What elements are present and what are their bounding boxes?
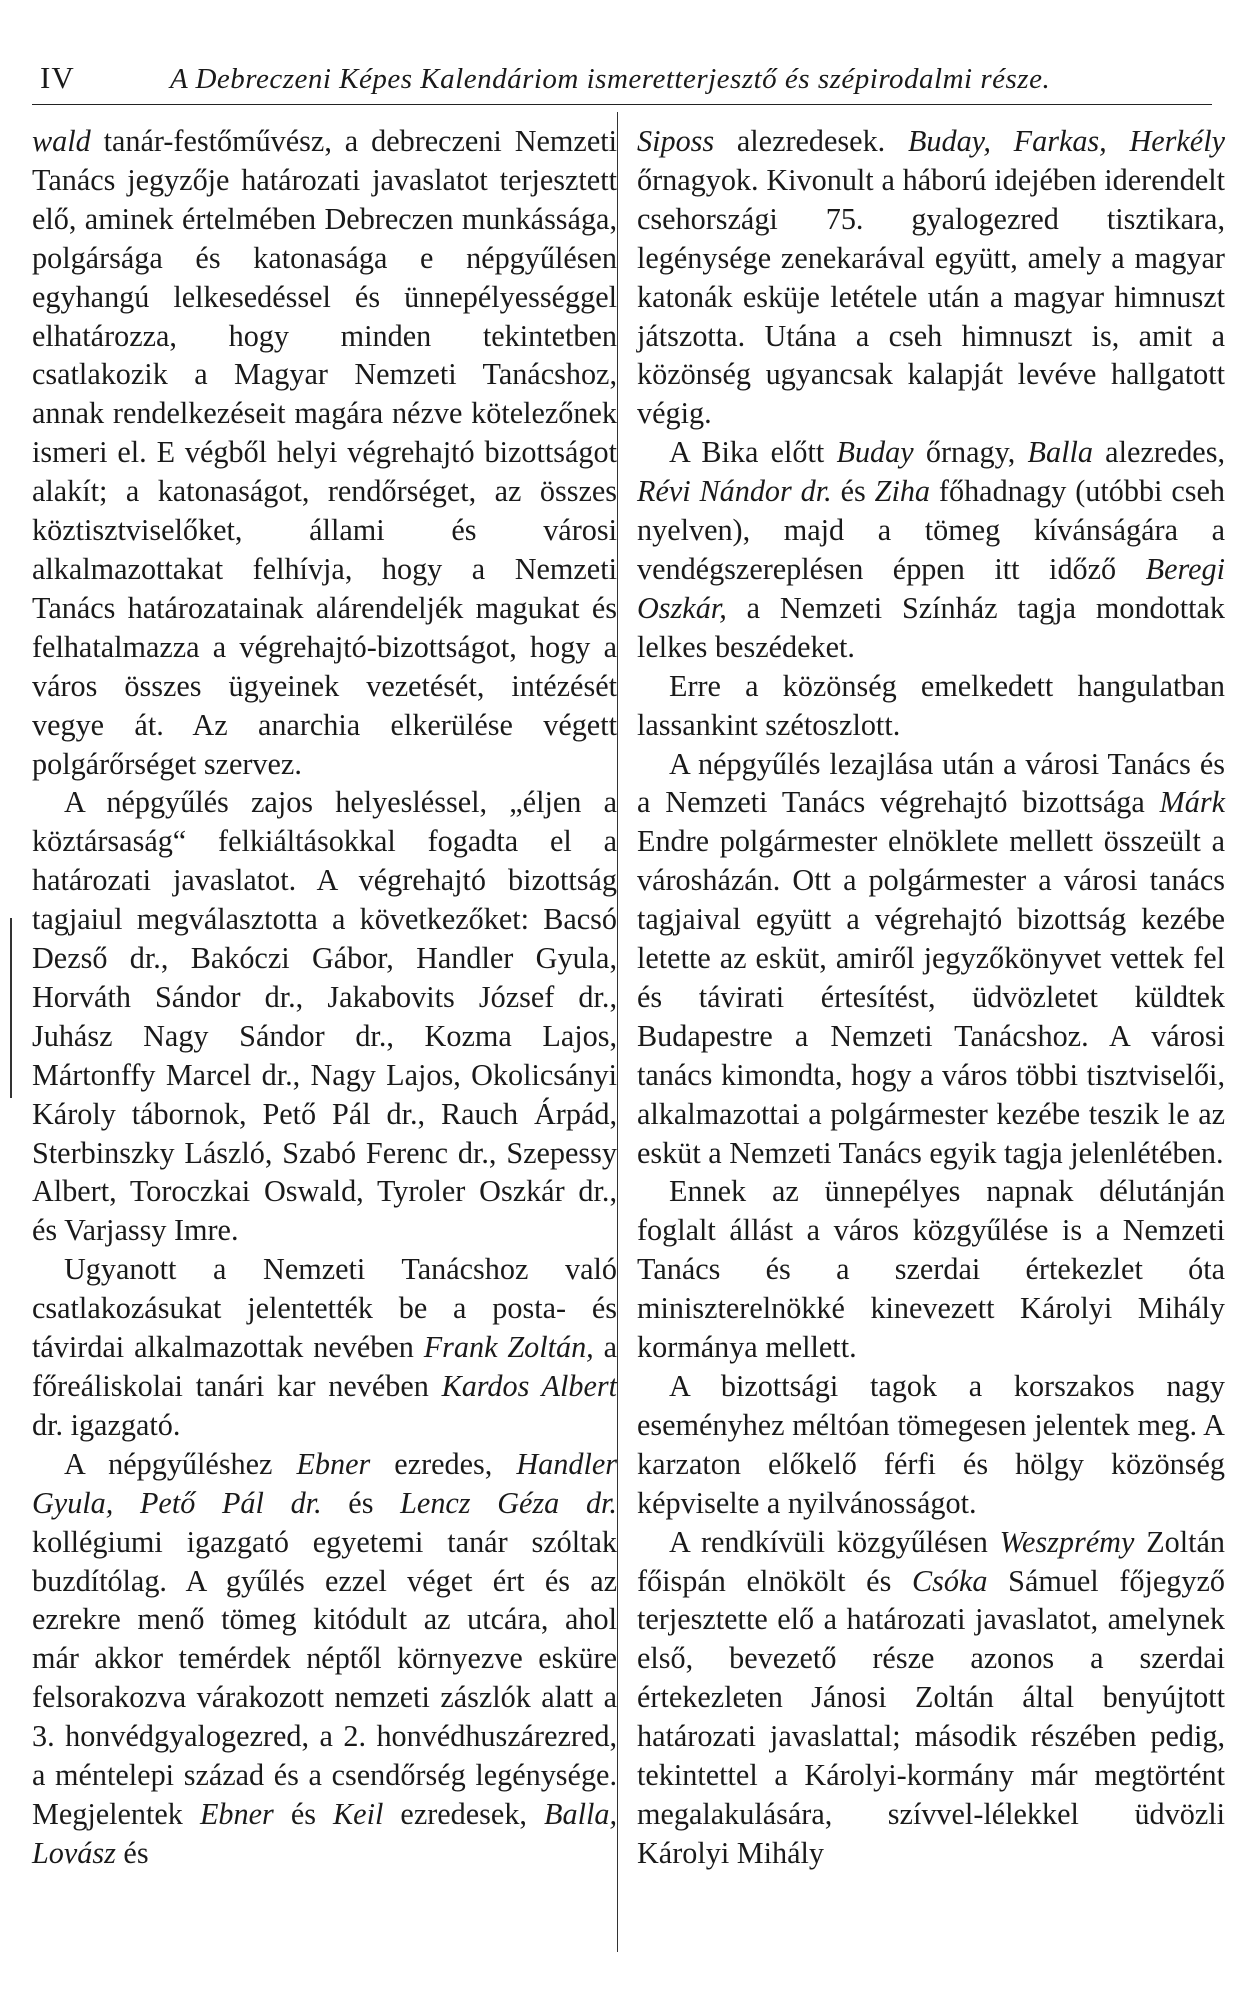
text-run: dr. igazgató. xyxy=(32,1407,181,1442)
text-run: A népgyűlés lezajlása után a városi Tanács és a Nemzeti Tanács végrehajtó bizottsága xyxy=(637,746,1225,820)
page-number: IV xyxy=(40,60,75,95)
margin-mark xyxy=(10,918,12,1098)
text-run: alezredesek. xyxy=(714,124,908,158)
paragraph: A népgyűlés zajos helyesléssel, „éljen a köztársaság“ felkiáltásokkal fogadta el a határozati javaslatot. A végrehajtó bizottság tagjaiul megválasztotta a következőket: Bacsó Dezső dr., Bakóczi Gábor, Handler Gyula, Horváth Sándor dr., Jakabovits József dr., Juhász Nagy Sándor dr., Kozma Lajos, Mártonffy Marcel dr., Nagy Lajos, Okolicsányi Károly tábornok, Pető Pál dr., Rauch Árpád, Sterbinszky László, Szabó Ferenc dr., Szepessy Albert, Toroczkai Oswald, Tyroler Oszkár dr., és Varjassy Imre. xyxy=(32,785,617,1248)
text-run: kollégiumi igazgató egyetemi tanár szóltak buzdítólag. A gyűlés ezzel véget ért és az ezrekre menő tömeg kitódult az utcára, ahol már akkor temérdek néptől környezve esküre felsorakozva várakozott nemzeti zászlók alatt a 3. honvédgyalogezred, a 2. honvédhuszárezred, a méntelepi század és a csendőrség legénysége. Megjelentek xyxy=(32,1524,617,1831)
italic-name: Ebner xyxy=(199,1796,274,1831)
italic-name: Balla xyxy=(1027,435,1093,470)
italic-name: Handler Gyula, Pető Pál dr. xyxy=(32,1446,617,1520)
italic-name: Lencz Géza dr. xyxy=(400,1485,617,1520)
italic-name: Ziha xyxy=(874,474,931,509)
italic-name: Balla, Lovász xyxy=(32,1796,617,1870)
italic-name: Keil xyxy=(333,1796,384,1831)
italic-name: Frank Zoltán, xyxy=(423,1330,594,1365)
text-run: a főreáliskolai tanári kar nevében xyxy=(32,1330,618,1403)
text-run: őrnagy, xyxy=(913,435,1028,470)
text-run: ezredes, xyxy=(370,1446,517,1481)
running-head xyxy=(32,60,1212,105)
paragraph: Ennek az ünnepélyes napnak délutánján foglalt állást a város közgyűlése is a Nemzeti Tanács és a szerdai értekezlet óta miniszterelnökké kinevezett Károlyi Mihály kormánya mellett. xyxy=(637,1174,1225,1365)
text-run: őrnagyok. Kivonult a háború idejében iderendelt csehországi 75. gyalogezred tisztikara, legénysége zenekarával együtt, amely a magyar katonák esküje letétele után a magyar himnuszt játszotta. Utána a cseh himnuszt is, amit a közönség ugyancsak kalapját levéve hallgatott végig. xyxy=(637,162,1225,431)
paragraph xyxy=(637,745,1225,1173)
paragraph xyxy=(32,1445,617,1873)
paragraph xyxy=(637,433,1225,666)
italic-name: Csóka xyxy=(912,1563,988,1598)
italic-name: Révi Nándor dr. xyxy=(637,474,832,509)
left-column xyxy=(32,122,617,1873)
italic-name: Weszprémy xyxy=(999,1524,1135,1559)
text-run: főhadnagy (utóbbi cseh nyelven), majd a tömeg kívánságára a vendégszereplésen éppen itt időző xyxy=(637,474,1225,586)
text-run: Sámuel főjegyző terjesztette elő a határozati javaslatot, amelynek első, bevezető része azonos a szerdai értekezleten Jánosi Zoltán által benyújtott határozati javaslattal; második részében pedig, tekintettel a Károlyi-kormány már megtörtént megalakulására, szívvel-lélekkel üdvözli Károlyi Mihály xyxy=(637,1563,1225,1870)
italic-name: Kardos Albert xyxy=(441,1369,617,1403)
italic-name: Ebner xyxy=(296,1446,371,1481)
text-run: és xyxy=(115,1835,149,1870)
italic-name: Buday xyxy=(836,435,914,470)
running-title: A Debreczeni Képes Kalendáriom ismeretterjesztő és szépirodalmi része. xyxy=(170,63,1051,95)
text-run: ezredesek, xyxy=(383,1796,545,1831)
text-run: A népgyűléshez xyxy=(64,1446,297,1481)
text-run: és xyxy=(831,474,875,509)
italic-name: Beregi Oszkár, xyxy=(637,551,1225,625)
paragraph xyxy=(637,122,1225,433)
italic-name: wald xyxy=(32,124,91,158)
right-column xyxy=(637,122,1225,1873)
text-run: és xyxy=(273,1796,334,1831)
text-run: alezredes, xyxy=(1092,435,1225,470)
italic-name: Siposs xyxy=(637,124,715,158)
text-run: Ugyanott a Nemzeti Tanácshoz való csatlakozásukat jelentették be a posta- és távirdai alkalmazottak nevében xyxy=(32,1252,617,1365)
paragraph: Erre a közönség emelkedett hangulatban lassankint szétoszlott. xyxy=(637,668,1225,742)
text-run: a Nemzeti Színház tagja mondottak lelkes beszédeket. xyxy=(637,590,1225,664)
text-run: Zoltán főispán elnökölt és xyxy=(637,1524,1225,1598)
text-run: A rendkívüli közgyűlésen xyxy=(669,1524,1000,1559)
text-run: tanár-festőművész, a debreczeni Nemzeti Tanács jegyzője határozati javaslatot terjesztett elő, aminek értelmében Debreczen munkássága, polgársága és katonasága e népgyűlésen egyhangú lelkesedéssel és ünnepélyességgel elhatározza, hogy minden tekintetben csatlakozik a Magyar Nemzeti Tanácshoz, annak rendelkezéseit magára nézve kötelezőnek ismeri el. E végből helyi végrehajtó bizottságot alakít; a katonaságot, rendőrséget, az összes köztisztviselőket, állami és városi alkalmazottakat felhívja, hogy a Nemzeti Tanács határozatainak alárendeljék magukat és felhatalmazza a végrehajtó-bizottságot, hogy a város összes ügyeinek vezetését, intézését vegye át. Az anarchia elkerülése végett polgárőrséget szervez. xyxy=(32,124,617,781)
paragraph xyxy=(32,1250,617,1445)
paragraph xyxy=(637,1523,1225,1873)
text-run: és xyxy=(321,1485,401,1520)
italic-name: Buday, Farkas, Herkély xyxy=(907,124,1225,158)
column-rule xyxy=(617,112,618,1952)
paragraph xyxy=(32,122,617,783)
italic-name: Márk xyxy=(1159,785,1225,820)
text-run: A Bika előtt xyxy=(669,435,837,470)
paragraph: A bizottsági tagok a korszakos nagy eseményhez méltóan tömegesen jelentek meg. A karzaton előkelő férfi és hölgy közönség képviselte a nyilvánosságot. xyxy=(637,1369,1225,1520)
text-run: Endre polgármester elnöklete mellett összeült a városházán. Ott a polgármester a városi tanács tagjaival együtt a végrehajtó bizottság kezébe letette az esküt, amiről jegyzőkönyvet vettek fel és távirati értesítést, üdvözletet küldtek Budapestre a Nemzeti Tanácshoz. A városi tanács kimondta, hogy a város többi tisztviselői, alkalmazottai a polgármester kezébe teszik le az esküt a Nemzeti Tanács egyik tagja jelenlétében. xyxy=(637,824,1225,1170)
